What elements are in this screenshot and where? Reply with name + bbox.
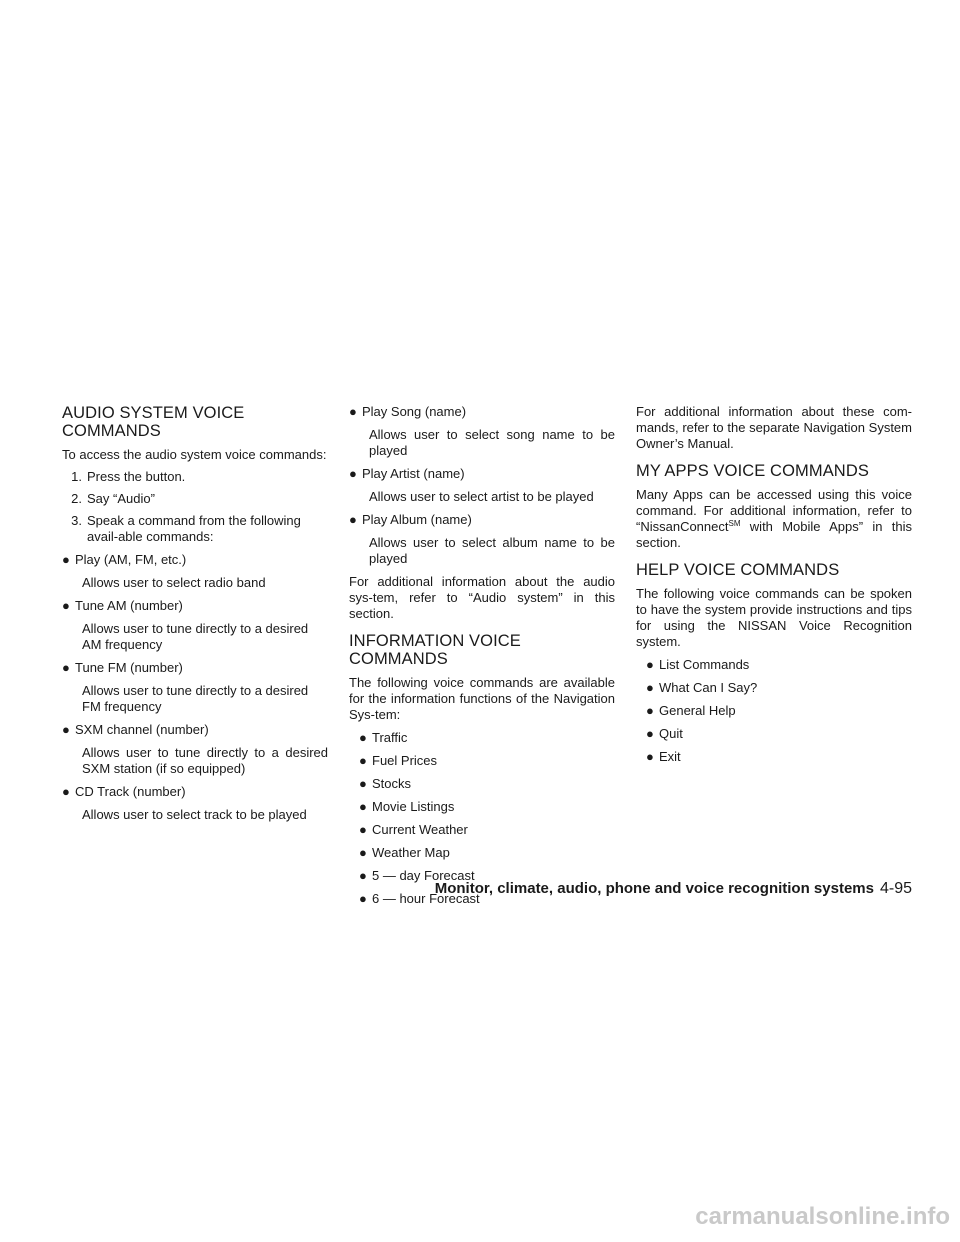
list-item (359, 776, 615, 792)
command-description: Allows user to tune directly to a desired AM frequency (82, 621, 309, 652)
command-description: Allows user to tune directly to a desired SXM station (if so equipped) (82, 745, 328, 776)
audio-intro: To access the audio system voice commands: (62, 447, 327, 462)
bullet-icon: ● (646, 749, 654, 764)
command-name: Weather Map (372, 845, 450, 860)
watermark-text: carmanualsonline.info (695, 1203, 950, 1230)
step-number: 1. (71, 469, 82, 484)
command-description: Allows user to select radio band (82, 575, 266, 590)
list-item (359, 845, 615, 861)
bullet-icon: ● (646, 680, 654, 695)
watermark (0, 1202, 960, 1232)
command-name: CD Track (number) (75, 784, 186, 799)
bullet-icon: ● (359, 845, 367, 860)
list-item (646, 657, 912, 673)
information-intro: The following voice commands are available for the information functions of the Navigation Sys-tem: (349, 675, 615, 722)
command-name: List Commands (659, 657, 750, 672)
list-item (62, 552, 328, 568)
column-audio-commands (62, 404, 328, 823)
heading-help-voice-commands: HELP VOICE COMMANDS (636, 561, 840, 579)
command-name: Movie Listings (372, 799, 455, 814)
bullet-icon: ● (349, 466, 357, 481)
bullet-icon: ● (359, 730, 367, 745)
step-text: Say “Audio” (87, 491, 155, 506)
list-item (359, 753, 615, 769)
bullet-icon: ● (62, 598, 70, 613)
command-description: Allows user to select artist to be played (369, 489, 594, 504)
list-item (359, 730, 615, 746)
command-name: Play Artist (name) (362, 466, 465, 481)
list-item (349, 466, 615, 482)
column-apps-help-commands (636, 404, 912, 765)
list-item (359, 799, 615, 815)
step-1 (62, 469, 328, 485)
page-footer (435, 880, 912, 898)
step-2 (62, 491, 328, 507)
navigation-more-info: For additional information about these com-mands, refer to the separate Navigation System Owner’s Manual. (636, 404, 912, 451)
list-item (646, 749, 912, 765)
bullet-icon: ● (359, 753, 367, 768)
heading-information-voice-commands: INFORMATION VOICE COMMANDS (349, 632, 521, 668)
command-description: Allows user to select album name to be played (369, 535, 615, 566)
bullet-icon: ● (359, 799, 367, 814)
bullet-icon: ● (62, 722, 70, 737)
step-3 (62, 513, 328, 545)
command-name: SXM channel (number) (75, 722, 209, 737)
list-item (62, 722, 328, 738)
command-name: Exit (659, 749, 681, 764)
bullet-icon: ● (359, 868, 367, 883)
apps-text-a: Many Apps can be accessed using this voice command. For additional information, refer to “NissanConnect (636, 487, 912, 534)
list-item (62, 598, 328, 614)
bullet-icon: ● (359, 891, 367, 906)
list-item (349, 512, 615, 528)
list-item (359, 822, 615, 838)
command-name: Stocks (372, 776, 412, 791)
help-intro: The following voice commands can be spoken to have the system provide instructions and tips for using the NISSAN Voice Recognition system. (636, 586, 912, 649)
list-item (62, 660, 328, 676)
command-name: Play (AM, FM, etc.) (75, 552, 187, 567)
command-name: Current Weather (372, 822, 468, 837)
audio-more-info: For additional information about the audio sys-tem, refer to “Audio system” in this section. (349, 574, 615, 621)
command-name: 6 — hour Forecast (372, 891, 480, 906)
command-description: Allows user to select track to be played (82, 807, 307, 822)
heading-audio-system-voice-commands: AUDIO SYSTEM VOICE COMMANDS (62, 404, 245, 440)
command-name: Traffic (372, 730, 408, 745)
step-number: 3. (71, 513, 82, 528)
command-name: Play Song (name) (362, 404, 467, 419)
list-item (646, 703, 912, 719)
command-name: 5 — day Forecast (372, 868, 475, 883)
step-number: 2. (71, 491, 82, 506)
command-description: Allows user to select song name to be played (369, 427, 615, 458)
section-title: Monitor, climate, audio, phone and voice recognition systems (434, 880, 874, 897)
command-name: General Help (659, 703, 736, 718)
list-item (349, 404, 615, 420)
bullet-icon: ● (646, 726, 654, 741)
bullet-icon: ● (349, 512, 357, 527)
help-command-list (636, 657, 912, 765)
command-name: What Can I Say? (659, 680, 758, 695)
bullet-icon: ● (349, 404, 357, 419)
bullet-icon: ● (62, 660, 70, 675)
apps-paragraph (636, 487, 912, 551)
command-name: Fuel Prices (372, 753, 438, 768)
bullet-icon: ● (646, 657, 654, 672)
step-text: Speak a command from the following avail-able commands: (87, 513, 301, 544)
bullet-icon: ● (646, 703, 654, 718)
list-item (646, 680, 912, 696)
bullet-icon: ● (62, 784, 70, 799)
step-text: Press the button. (87, 469, 186, 484)
apps-text-b: with Mobile Apps” in this section. (636, 519, 912, 550)
command-name: Tune FM (number) (75, 660, 183, 675)
command-name: Quit (659, 726, 683, 741)
bullet-icon: ● (62, 552, 70, 567)
heading-my-apps-voice-commands: MY APPS VOICE COMMANDS (636, 462, 869, 480)
bullet-icon: ● (359, 822, 367, 837)
service-mark: SM (728, 519, 741, 528)
command-name: Tune AM (number) (75, 598, 183, 613)
bullet-icon: ● (359, 776, 367, 791)
command-name: Play Album (name) (362, 512, 472, 527)
command-description: Allows user to tune directly to a desired FM frequency (82, 683, 309, 714)
list-item (646, 726, 912, 742)
column-information-commands (349, 404, 615, 907)
page-number: 4-95 (879, 880, 912, 897)
list-item (62, 784, 328, 800)
